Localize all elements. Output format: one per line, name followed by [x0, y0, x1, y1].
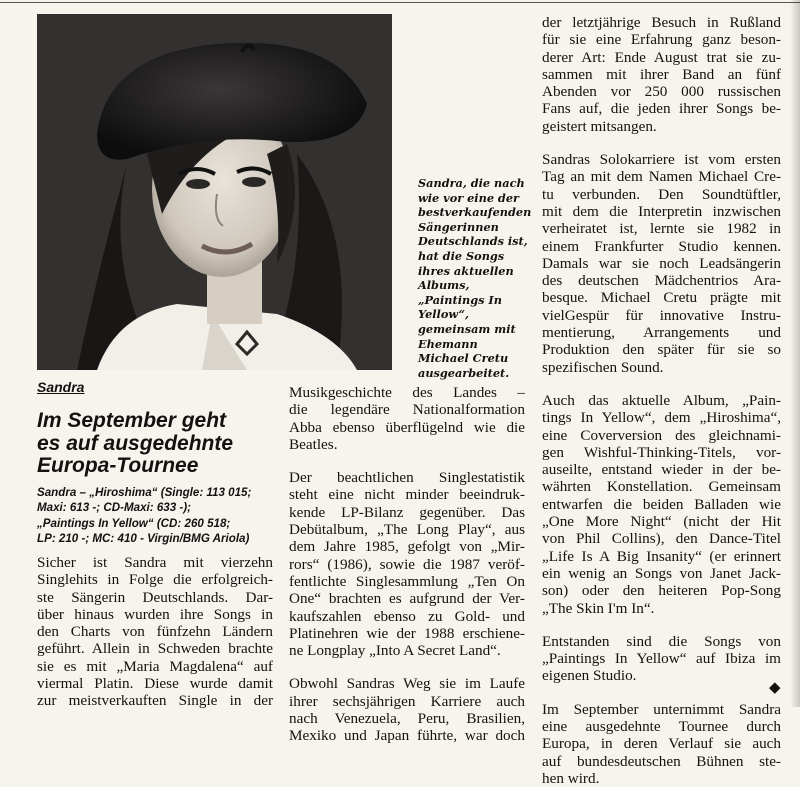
- body-line: ein wenig an Songs von Janet Jack-: [542, 564, 781, 582]
- body-line: „Life Is A Big Insanity“ (er erinnert: [542, 547, 781, 565]
- body-line: vielGespür für innovative Instru-: [542, 306, 781, 324]
- caption-line: hat die Songs: [418, 248, 505, 263]
- paragraph-gap: [542, 376, 781, 392]
- body-line: fentlichte Singlesammlung „Ten On: [289, 572, 525, 590]
- body-line: ne Longplay „Into A Secret Land“.: [289, 642, 501, 660]
- body-line: verheiratet ist, lernte sie 1982 in: [542, 220, 781, 238]
- body-line: nach Venezuela, Peru, Brasilien,: [289, 710, 525, 728]
- body-line: Platinehren wie der 1988 erschiene-: [289, 624, 525, 642]
- paragraph-gap: [542, 135, 781, 151]
- photo-illustration: [37, 14, 392, 370]
- body-line: Debütalbum, „The Long Play“, aus: [289, 521, 525, 539]
- body-line: Im September unternimmt Sandra: [542, 700, 781, 718]
- body-line: Sandras Solokarriere ist vom ersten: [542, 151, 781, 169]
- body-line: Der beachtlichen Singlestatistik: [289, 469, 525, 487]
- text-column-2: [289, 384, 525, 745]
- body-line: kaufszahlen ebenso zu Gold- und: [289, 607, 525, 625]
- caption-line: Michael Cretu: [418, 351, 509, 366]
- body-line: der letztjährige Besuch in Rußland: [542, 14, 781, 31]
- body-line: tings In Yellow“, dem „Hiroshima“,: [542, 409, 781, 427]
- body-line: spezifischen Sound.: [542, 358, 664, 376]
- caption-line: wie vor eine der: [418, 190, 519, 205]
- headline-line: Im September geht: [37, 409, 227, 432]
- body-line: Obwohl Sandras Weg sie im Laufe: [289, 675, 525, 693]
- caption-line: Ehemann: [418, 336, 478, 351]
- article-kicker: Sandra: [37, 379, 85, 395]
- discography-line: LP: 210 -; MC: 410 - Virgin/BMG Ariola): [37, 532, 250, 546]
- page-binding-shadow: [790, 0, 800, 707]
- body-line: hen wird.: [542, 769, 600, 787]
- body-line: Auch das aktuelle Album, „Pain-: [542, 391, 781, 409]
- body-line: auf bundesdeutschen Bühnen ste-: [542, 752, 781, 770]
- paragraph-gap: [542, 685, 781, 701]
- caption-line: bestverkaufenden: [418, 205, 532, 220]
- body-line: Produktion den später für sie so: [542, 341, 781, 359]
- caption-line: Sängerinnen: [418, 219, 499, 234]
- body-line: Beatles.: [289, 435, 338, 453]
- body-line: eigenen Studio.: [542, 667, 637, 685]
- body-line: geführt. Allein in Schweden brachte: [37, 640, 273, 658]
- body-line: Damals war sie noch Leadsängerin: [542, 254, 781, 272]
- body-line: von Phil Collins), den Dance-Titel: [542, 530, 781, 548]
- text-column-3: [542, 14, 781, 787]
- headline-line: Europa-Tournee: [37, 454, 199, 477]
- body-line: Musikgeschichte des Landes –: [289, 384, 525, 401]
- caption-line: „Paintings In: [418, 292, 502, 307]
- headline-line: es auf ausgedehnte: [37, 431, 234, 455]
- body-line: Europa, in deren Verlauf sie auch: [542, 735, 781, 753]
- caption-line: Albums,: [418, 278, 470, 293]
- body-line: Entstanden sind die Songs von: [542, 632, 781, 650]
- body-line: „One More Night“ (nicht der Hit: [542, 513, 781, 531]
- discography-line: Maxi: 613 -; CD-Maxi: 633 -);: [37, 501, 191, 515]
- body-line: auseilte, entstand wieder in der be-: [542, 461, 781, 479]
- body-line: sie es mit „Maria Magdalena“ auf: [37, 657, 273, 675]
- body-line: eine Coverversion des gleichnami-: [542, 426, 781, 444]
- body-line: eine ausgedehnte Tournee durch: [542, 717, 781, 735]
- body-line: die legendäre Nationalformation: [289, 401, 525, 419]
- body-line: ihrer sechsjährigen Karriere auch: [289, 692, 525, 710]
- body-line: entwarfen die beiden Balladen wie: [542, 495, 781, 513]
- caption-line: ihres aktuellen: [418, 263, 514, 278]
- top-rule: [0, 2, 800, 3]
- body-line: One“ brachten es aufgrund der Ver-: [289, 590, 525, 608]
- caption-line: Sandra, die nach: [418, 176, 525, 190]
- body-line: den Charts von fünfzehn Ländern: [37, 623, 273, 641]
- body-line: währten Konstellation. Gemeinsam: [542, 478, 781, 496]
- body-line: Abba ebenso überflügelnd wie die: [289, 418, 525, 436]
- photo-caption: [418, 176, 532, 380]
- discography-line: „Paintings In Yellow“ (CD: 260 518;: [37, 516, 231, 530]
- text-column-1: [37, 554, 273, 710]
- end-of-article-icon: ◆: [769, 680, 781, 696]
- body-line: Fans auf, die jeden ihrer Songs be-: [542, 100, 781, 118]
- caption-line: Deutschlands ist,: [418, 234, 528, 249]
- caption-line: Yellow“,: [418, 307, 469, 322]
- body-line: zur meistverkauften Single in der: [37, 692, 273, 710]
- body-line: mentierung, Arrangements und: [542, 324, 781, 342]
- body-line: son) oder den heiteren Pop-Song: [542, 582, 781, 600]
- body-line: dem Jahre 1985, gefolgt von „Mir-: [289, 538, 525, 556]
- body-line: derer Art: Ende August trat sie zu-: [542, 48, 781, 66]
- body-line: Mexiko und Japan führte, war doch: [289, 727, 525, 745]
- body-line: tu verbunden. Den Soundtüftler,: [542, 185, 781, 203]
- caption-line: ausgearbeitet.: [418, 365, 510, 380]
- caption-line: gemeinsam mit: [418, 321, 516, 336]
- body-line: Singlehits in Folge die erfolgreich-: [37, 571, 273, 589]
- body-line: einem Frankfurter Studio kennen.: [542, 237, 781, 255]
- body-line: für sie eine Erfahrung ganz beson-: [542, 31, 781, 49]
- body-line: Sicher ist Sandra mit vierzehn: [37, 554, 273, 571]
- body-line: über hinaus wurden ihre Songs in: [37, 605, 273, 623]
- article-headline: [37, 410, 287, 478]
- photo-sandra: [37, 14, 392, 370]
- body-line: rors“ (1986), sowie die 1987 veröf-: [289, 555, 525, 573]
- body-line: geistert mitsangen.: [542, 117, 657, 135]
- discography-block: [37, 485, 287, 547]
- body-line: gen Wishful-Thinking-Titels, vor-: [542, 443, 781, 461]
- body-line: sammen mit ihrer Band an fünf: [542, 65, 781, 83]
- body-line: kende LP-Bilanz gegenüber. Das: [289, 503, 525, 521]
- body-line: Tag an mit dem Namen Michael Cre-: [542, 168, 781, 186]
- body-line: des deutschen Mädchentrios Ara-: [542, 272, 781, 290]
- paragraph-gap: [542, 617, 781, 633]
- body-line: mit dem die Interpretin inzwischen: [542, 202, 781, 220]
- paragraph-gap: [289, 659, 525, 675]
- body-line: Abenden vor 250 000 russischen: [542, 83, 781, 101]
- body-line: steht eine nicht minder beeindruk-: [289, 486, 525, 504]
- body-line: „The Skin I'm In“.: [542, 599, 655, 617]
- discography-line: Sandra – „Hiroshima“ (Single: 113 015;: [37, 486, 252, 499]
- body-line: ste Sängerin Deutschlands. Dar-: [37, 588, 273, 606]
- paragraph-gap: [289, 453, 525, 469]
- body-line: „Paintings In Yellow“ auf Ibiza im: [542, 650, 781, 668]
- body-line: viermal Platin. Diese wurde damit: [37, 675, 273, 693]
- body-line: besque. Michael Cretu prägte mit: [542, 289, 781, 307]
